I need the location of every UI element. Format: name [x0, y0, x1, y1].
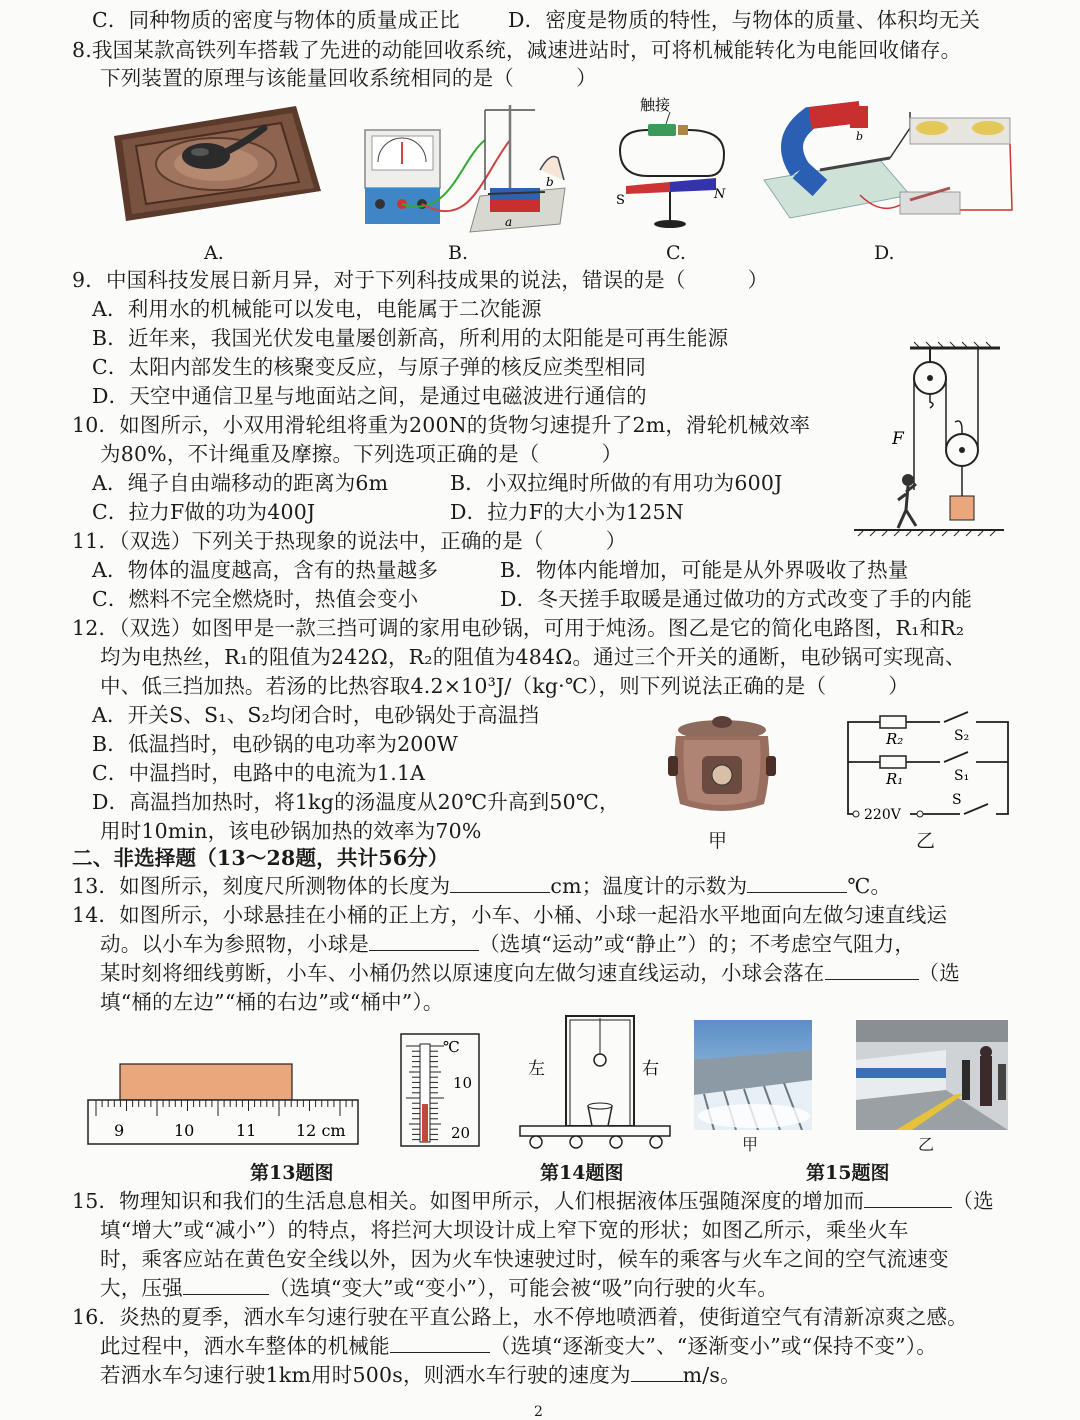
- q8-stem-line2: 下列装置的原理与该能量回收系统相同的是（ ）: [100, 66, 597, 90]
- q10-option-b: B．小双拉绳时所做的有用功为600J: [450, 471, 783, 495]
- fig13-tick-12: 12 cm: [296, 1121, 346, 1140]
- q16-text-l2-pre: 此过程中，洒水车整体的机械能: [100, 1334, 390, 1358]
- q8-figure-c-oersted-experiment: [608, 94, 738, 234]
- q16-text-l2-post: （选填“逐渐变大”、“逐渐变小”或“保持不变”）。: [489, 1334, 937, 1358]
- fig13-caption: 第13题图: [250, 1162, 334, 1184]
- q10-force-label: F: [892, 429, 904, 449]
- fig13-tick-11: 11: [236, 1121, 257, 1140]
- q14-text-l3-post: （选: [918, 961, 960, 985]
- q16-stem-line3: [100, 1361, 741, 1389]
- q12-s2-label: S₂: [954, 728, 970, 744]
- q16-blank-speed[interactable]: [631, 1361, 683, 1382]
- q14-text-l3-pre: 某时刻将细线剪断，小车、小桶仍然以原速度向左做匀速直线运动，小球会落在: [100, 961, 825, 985]
- fig14-left-label: 左: [528, 1059, 545, 1079]
- q9-option-a: A．利用水的机械能可以发电，电能属于二次能源: [92, 297, 542, 321]
- q15-text-l4-pre: 大，压强: [100, 1276, 183, 1300]
- q16-blank-mechanical-energy[interactable]: [390, 1332, 490, 1353]
- q14-stem-line2: [100, 930, 915, 958]
- q8-needle-n: N: [714, 187, 726, 202]
- fig13-tick-10: 10: [174, 1121, 195, 1140]
- q12-r2-label: R₂: [886, 730, 904, 748]
- q12-figure-yi-circuit: [840, 710, 1020, 822]
- q15-stem-line3: 时，乘客应站在黄色安全线以外，因为火车快速驶过时，候车的乘客与火车之间的空气流速变: [100, 1247, 949, 1271]
- q7-option-d: D．密度是物质的特性，与物体的质量、体积均无关: [508, 8, 981, 32]
- q13-blank-length[interactable]: [450, 872, 550, 893]
- fig15-jia-caption: 甲: [742, 1135, 759, 1154]
- q12-option-c: C．中温挡时，电路中的电流为1.1A: [92, 761, 426, 785]
- q15-stem-line2: 填“增大”或“减小”）的特点，将拦河大坝设计成上窄下宽的形状；如图乙所示，乘坐火车: [100, 1218, 909, 1242]
- q10-option-c: C．拉力F做的功为400J: [92, 500, 316, 524]
- q9-option-d: D．天空中通信卫星与地面站之间，是通过电磁波进行通信的: [92, 384, 647, 408]
- q12-option-d-line2: 用时10min，该电砂锅加热的效率为70%: [100, 819, 482, 843]
- fig13-thermo-unit: ℃: [443, 1038, 460, 1056]
- q15-blank-pressure[interactable]: [183, 1274, 269, 1295]
- q8-figure-a-sinan-compass: [96, 96, 326, 226]
- q8-figure-b-electromagnetic-induction: [360, 100, 570, 238]
- section-2-title: 二、非选择题（13～28题，共计56分）: [72, 846, 449, 870]
- q13-text-post: ℃。: [847, 874, 892, 898]
- q9-option-b: B．近年来，我国光伏发电量屡创新高，所利用的太阳能是可再生能源: [92, 326, 729, 350]
- q15-stem-line4: [100, 1274, 778, 1302]
- q12-option-a: A．开关S、S₁、S₂均闭合时，电砂锅处于高温挡: [92, 703, 540, 727]
- q12-figure-jia-slow-cooker: [662, 712, 782, 820]
- q8-label-d: D.: [874, 242, 895, 264]
- q12-stem-line2: 均为电热丝，R₁的阻值为242Ω，R₂的阻值为484Ω。通过三个开关的通断，电砂锅可实现高、: [100, 645, 966, 669]
- q16-stem-line2: [100, 1332, 937, 1360]
- q14-stem-line4: 填“桶的左边”“桶的右边”或“桶中”）。: [100, 990, 444, 1014]
- q9-option-c: C．太阳内部发生的核聚变反应，与原子弹的核反应类型相同: [92, 355, 647, 379]
- q10-stem-line1: 10．如图所示，小双用滑轮组将重为200N的货物匀速提升了2m，滑轮机械效率: [72, 413, 811, 437]
- q8-label-b: B.: [448, 242, 469, 264]
- q9-stem: 9．中国科技发展日新月异，对于下列科技成果的说法，错误的是（ ）: [72, 268, 769, 292]
- q11-option-c: C．燃料不完全燃烧时，热值会变小: [92, 587, 419, 611]
- fig13-ruler: [86, 1060, 361, 1148]
- q11-option-a: A．物体的温度越高，含有的热量越多: [92, 558, 439, 582]
- fig15-yi-caption: 乙: [918, 1135, 935, 1154]
- svg-text:b: b: [856, 130, 864, 143]
- q14-blank-landing[interactable]: [825, 959, 919, 980]
- q15-stem-line1: [72, 1187, 994, 1215]
- q16-text-l3-post: m/s。: [682, 1363, 741, 1387]
- q8-point-b: b: [546, 175, 554, 189]
- q16-text-l3-pre: 若洒水车匀速行驶1km用时500s，则洒水车行驶的速度为: [100, 1363, 631, 1387]
- q12-voltage-label: 220V: [864, 807, 901, 822]
- q15-blank-pressure-depth[interactable]: [864, 1187, 952, 1208]
- q11-option-b: B．物体内能增加，可能是从外界吸收了热量: [500, 558, 909, 582]
- q8-switch-label: 触接: [640, 96, 671, 114]
- fig14-right-label: 右: [642, 1059, 659, 1079]
- q12-s-label: S: [952, 792, 962, 808]
- q12-figure-jia-caption: 甲: [708, 830, 728, 852]
- q12-option-d-line1: D．高温挡加热时，将1kg的汤温度从20℃升高到50℃，: [92, 790, 620, 814]
- q14-stem-line1: 14．如图所示，小球悬挂在小桶的正上方，小车、小桶、小球一起沿水平地面向左做匀速直线运: [72, 903, 948, 927]
- q8-label-a: A.: [204, 242, 224, 264]
- q13-line: [72, 872, 891, 900]
- q8-label-c: C.: [666, 242, 686, 264]
- q10-stem-line2: 为80%，不计绳重及摩擦。下列选项正确的是（ ）: [100, 442, 623, 466]
- fig13-thermometer: [395, 1030, 485, 1150]
- q12-r1-label: R₁: [886, 770, 904, 788]
- q11-option-d: D．冬天搓手取暖是通过做功的方式改变了手的内能: [500, 587, 973, 611]
- q7-option-c: C．同种物质的密度与物体的质量成正比: [92, 8, 460, 32]
- q11-stem: 11．（双选）下列关于热现象的说法中，正确的是（ ）: [72, 529, 627, 553]
- q8-needle-s: S: [616, 193, 625, 208]
- q14-stem-line3: [100, 959, 960, 987]
- q12-stem-line1: 12．（双选）如图甲是一款三挡可调的家用电砂锅，可用于炖汤。图乙是它的简化电路图，R₁和R₂: [72, 616, 965, 640]
- q14-blank-motion[interactable]: [369, 930, 479, 951]
- fig13-thermo-10: 10: [453, 1074, 473, 1092]
- fig14-cart-bucket-ball: [516, 1010, 676, 1152]
- fig15-caption: 第15题图: [806, 1162, 890, 1184]
- q14-text-l2-post: （选填“运动”或“静止”）的；不考虑空气阻力，: [479, 932, 916, 956]
- q13-blank-temperature[interactable]: [747, 872, 847, 893]
- q8-point-a: a: [505, 215, 513, 229]
- q8-stem-line1: 8.我国某款高铁列车搭载了先进的动能回收系统，减速进站时，可将机械能转化为电能回收储存。: [72, 38, 962, 62]
- fig15-jia-dam-photo: [694, 1020, 812, 1130]
- fig13-tick-9: 9: [114, 1121, 125, 1140]
- q12-figure-yi-caption: 乙: [916, 830, 936, 852]
- q13-text-mid: cm；温度计的示数为: [550, 874, 748, 898]
- q10-figure-pulley-system: [850, 340, 1010, 540]
- q15-text-l1-post: （选: [952, 1189, 994, 1213]
- fig15-yi-train-station-photo: [856, 1020, 1008, 1130]
- q15-text-l4-post: （选填“变大”或“变小”），可能会被“吸”向行驶的火车。: [268, 1276, 779, 1300]
- q12-stem-line3: 中、低三挡加热。若汤的比热容取4.2×10³J/（kg·℃），则下列说法正确的是（ ）: [100, 674, 909, 698]
- fig13-thermo-20: 20: [451, 1124, 471, 1142]
- q16-stem-line1: 16．炎热的夏季，洒水车匀速行驶在平直公路上，水不停地喷洒着，使街道空气有清新凉爽之感。: [72, 1305, 968, 1329]
- q14-text-l2-pre: 动。以小车为参照物，小球是: [100, 932, 370, 956]
- q10-option-a: A．绳子自由端移动的距离为6m: [92, 471, 389, 495]
- q12-s1-label: S₁: [954, 768, 970, 784]
- page-number: 2: [534, 1404, 543, 1420]
- q10-option-d: D．拉力F的大小为125N: [450, 500, 684, 524]
- q12-option-b: B．低温挡时，电砂锅的电功率为200W: [92, 732, 459, 756]
- q15-text-l1-pre: 15．物理知识和我们的生活息息相关。如图甲所示，人们根据液体压强随深度的增加而: [72, 1189, 865, 1213]
- fig14-caption: 第14题图: [540, 1162, 624, 1184]
- q8-figure-d-magnetic-force: [760, 100, 1020, 230]
- q13-text-pre: 13．如图所示，刻度尺所测物体的长度为: [72, 874, 451, 898]
